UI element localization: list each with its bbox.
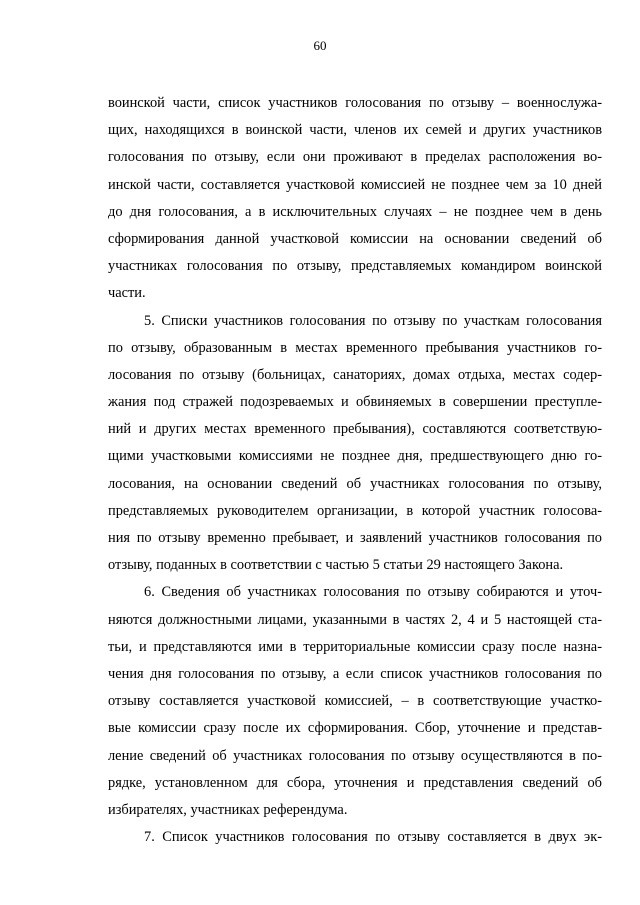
text-line: 6. Сведения об участниках голосования по отзыву собираются и уточ- [144,584,602,601]
text-line: тьи, и представляются ими в территориальные комиссии сразу после назна- [108,638,602,655]
text-line: 5. Списки участников голосования по отзыву по участкам голосования [144,312,602,329]
document-body [108,90,602,851]
text-line: щими участковыми комиссиями не позднее дня, предшествующего дню го- [108,448,602,465]
text-line: до дня голосования, а в исключительных случаях – не позднее чем в день [108,203,602,220]
paragraph [108,90,602,308]
text-line: ний и других местах временного пребывания), составляются соответствую- [108,421,602,438]
text-line: участниках голосования по отзыву, представляемых командиром воинской [108,258,602,275]
paragraph [108,308,602,580]
text-line: 7. Список участников голосования по отзыву составляется в двух эк- [144,829,602,846]
text-line: няются должностными лицами, указанными в частях 2, 4 и 5 настоящей ста- [108,611,602,628]
text-line: вые комиссии сразу после их сформирования. Сбор, уточнение и представ- [108,720,602,737]
page-number: 60 [313,38,327,53]
text-line: чения дня голосования по отзыву, а если список участников голосования по [108,665,602,682]
text-line: сформирования данной участковой комиссии на основании сведений об [108,230,602,247]
text-line: избирателях, участниках референдума. [108,801,348,818]
text-line: части. [108,285,146,302]
paragraph [108,579,602,824]
text-line: инской части, составляется участковой комиссией не позднее чем за 10 дней [108,176,602,193]
text-line: ния по отзыву временно пребывает, и заявлений участников голосования по [108,530,602,546]
text-line: отзыву, поданных в соответствии с частью 5 статьи 29 настоящего Закона. [108,557,564,574]
text-line: голосования по отзыву, если они проживают в пределах расположения во- [108,149,602,166]
text-line: воинской части, список участников голосования по отзыву – военнослужа- [108,95,602,111]
text-line: отзыву составляется участковой комиссией, – в соответствующие участко- [108,693,602,710]
text-line: жания под стражей подозреваемых и обвиняемых в совершении преступле- [108,394,602,411]
text-line: рядке, установленном для сбора, уточнения и представления сведений об [108,774,602,791]
text-line: лосования по отзыву (больницах, санаториях, домах отдыха, местах содер- [108,366,602,383]
text-line: по отзыву, образованным в местах временного пребывания участников го- [108,339,602,356]
paragraph [108,824,602,851]
text-line: ление сведений об участниках голосования по отзыву осуществляются в по- [108,747,602,764]
text-line: представляемых руководителем организации, в которой участник голосова- [108,502,602,519]
text-line: лосования, на основании сведений об участниках голосования по отзыву, [108,475,602,492]
text-line: щих, находящихся в воинской части, членов их семей и других участников [108,122,602,139]
